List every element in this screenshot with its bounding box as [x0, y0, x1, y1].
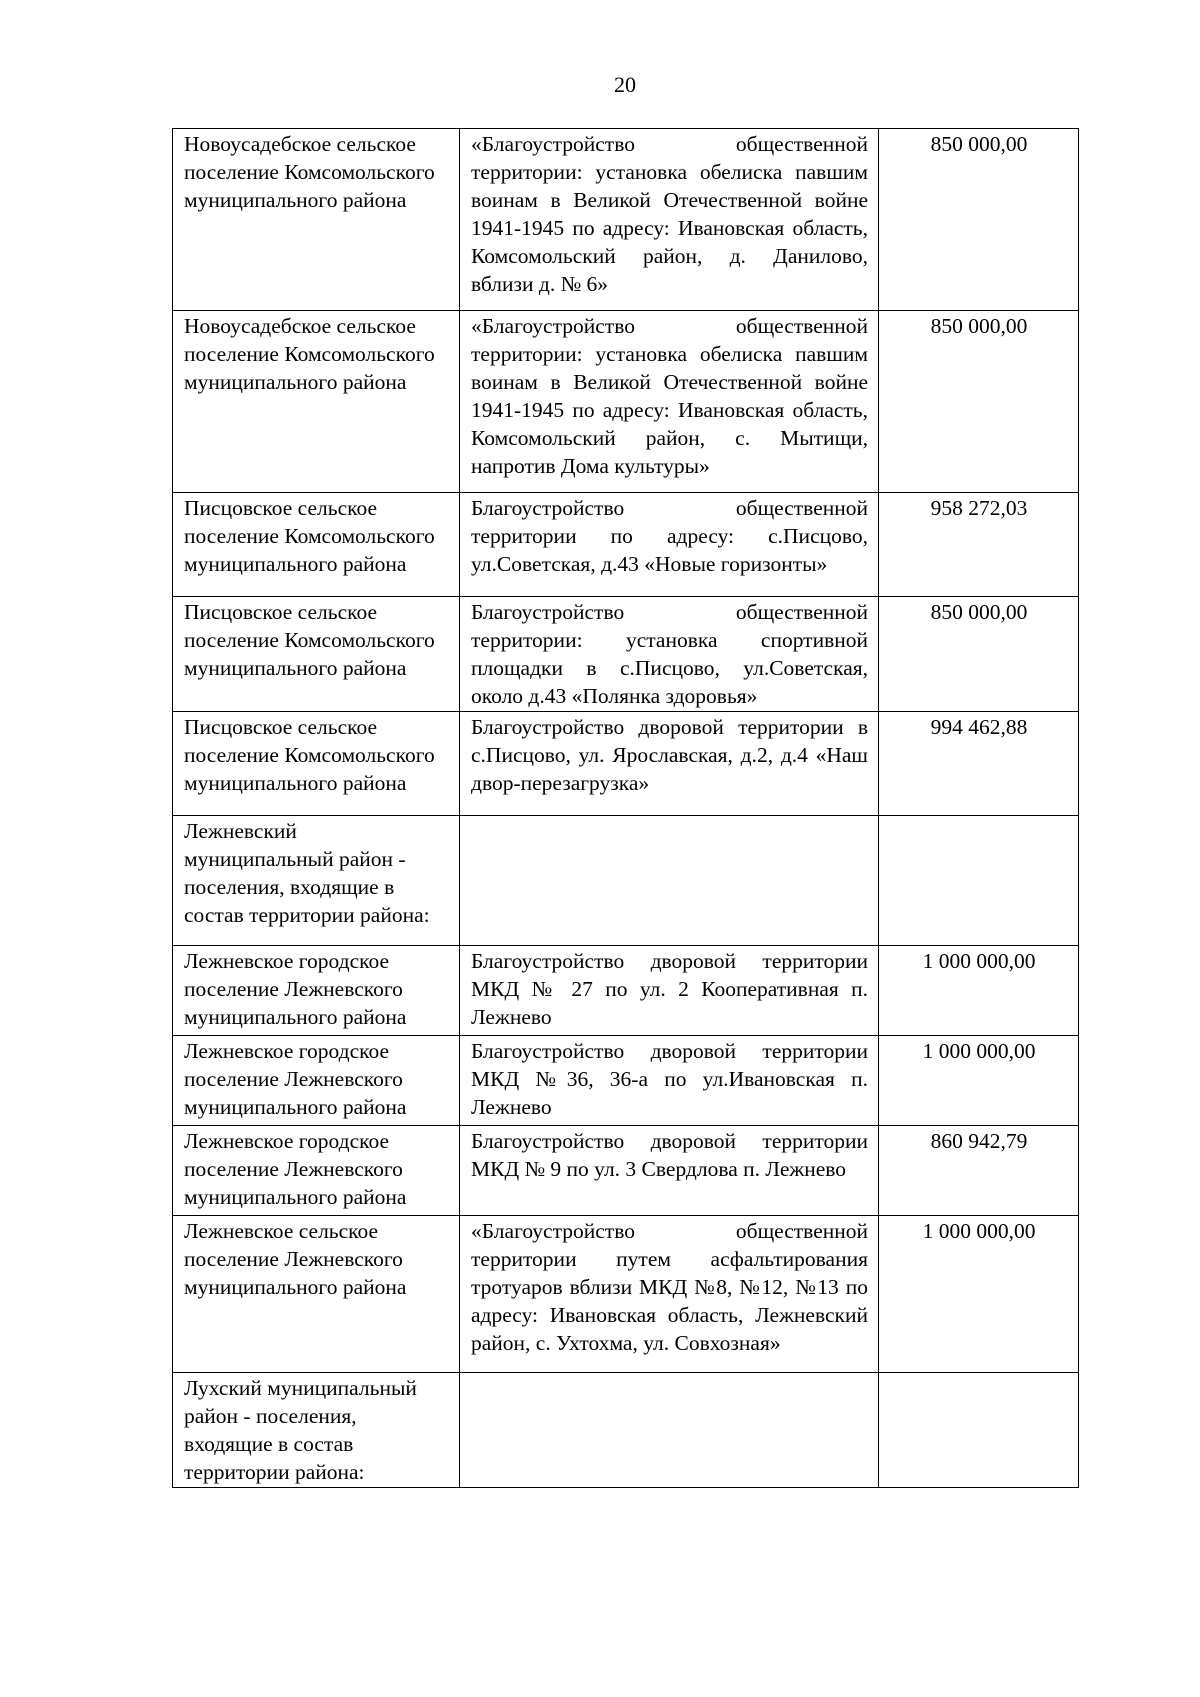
table-row: [173, 1126, 1079, 1216]
entity-cell: Лухский муниципальный район - поселения, входящие в состав территории района:: [173, 1373, 460, 1488]
description-cell: Благоустройство общественной территории по адресу: с.Писцово, ул.Советская, д.43 «Новые горизонты»: [460, 493, 879, 597]
page-number: 20: [614, 72, 636, 97]
amount-cell: 1 000 000,00: [879, 1036, 1079, 1126]
entity-cell: Лежневский муниципальный район - поселения, входящие в состав территории района:: [173, 816, 460, 946]
description-cell: «Благоустройство общественной территории: установка обелиска павшим воинам в Великой Отечественной войне 1941-1945 по адресу: Ивановская область, Комсомольский район, д. Данилово, вблизи д. № 6»: [460, 129, 879, 311]
amount-cell: 850 000,00: [879, 311, 1079, 493]
entity-cell: Писцовское сельское поселение Комсомольского муниципального района: [173, 712, 460, 816]
amount-cell: [879, 1373, 1079, 1488]
amount-cell: 860 942,79: [879, 1126, 1079, 1216]
table-row: [173, 1373, 1079, 1488]
description-cell: [460, 1373, 879, 1488]
table-row: [173, 129, 1079, 311]
table-row: [173, 1216, 1079, 1373]
description-cell: Благоустройство общественной территории: установка спортивной площадки в с.Писцово, ул.Советская, около д.43 «Полянка здоровья»: [460, 597, 879, 712]
entity-cell: Лежневское сельское поселение Лежневского муниципального района: [173, 1216, 460, 1373]
table-row: [173, 816, 1079, 946]
table-row: [173, 597, 1079, 712]
entity-cell: Лежневское городское поселение Лежневского муниципального района: [173, 946, 460, 1036]
entity-cell: Писцовское сельское поселение Комсомольского муниципального района: [173, 493, 460, 597]
entity-cell: Лежневское городское поселение Лежневского муниципального района: [173, 1126, 460, 1216]
table-row: [173, 946, 1079, 1036]
amount-cell: 1 000 000,00: [879, 1216, 1079, 1373]
subsidy-table: [172, 128, 1079, 1488]
description-cell: «Благоустройство общественной территории путем асфальтирования тротуаров вблизи МКД №8, №12, №13 по адресу: Ивановская область, Лежневский район, с. Ухтохма, ул. Совхозная»: [460, 1216, 879, 1373]
table-row: [173, 493, 1079, 597]
entity-cell: Лежневское городское поселение Лежневского муниципального района: [173, 1036, 460, 1126]
description-cell: [460, 816, 879, 946]
amount-cell: 994 462,88: [879, 712, 1079, 816]
description-cell: Благоустройство дворовой территории МКД № 27 по ул. 2 Кооперативная п. Лежнево: [460, 946, 879, 1036]
table-row: [173, 712, 1079, 816]
entity-cell: Новоусадебское сельское поселение Комсомольского муниципального района: [173, 311, 460, 493]
amount-cell: 1 000 000,00: [879, 946, 1079, 1036]
entity-cell: Новоусадебское сельское поселение Комсомольского муниципального района: [173, 129, 460, 311]
amount-cell: 850 000,00: [879, 129, 1079, 311]
description-cell: «Благоустройство общественной территории: установка обелиска павшим воинам в Великой Отечественной войне 1941-1945 по адресу: Ивановская область, Комсомольский район, с. Мытищи, напротив Дома культуры»: [460, 311, 879, 493]
description-cell: Благоустройство дворовой территории в с.Писцово, ул. Ярославская, д.2, д.4 «Наш двор-перезагрузка»: [460, 712, 879, 816]
description-cell: Благоустройство дворовой территории МКД № 9 по ул. 3 Свердлова п. Лежнево: [460, 1126, 879, 1216]
table-row: [173, 1036, 1079, 1126]
amount-cell: 850 000,00: [879, 597, 1079, 712]
table-row: [173, 311, 1079, 493]
amount-cell: [879, 816, 1079, 946]
entity-cell: Писцовское сельское поселение Комсомольского муниципального района: [173, 597, 460, 712]
description-cell: Благоустройство дворовой территории МКД №36, 36-а по ул.Ивановская п. Лежнево: [460, 1036, 879, 1126]
amount-cell: 958 272,03: [879, 493, 1079, 597]
